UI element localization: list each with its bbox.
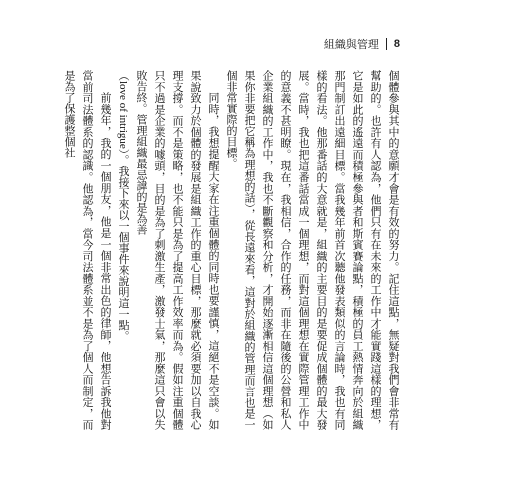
page-number: 8 bbox=[393, 38, 400, 50]
header-divider bbox=[386, 38, 387, 50]
paragraph-3 bbox=[114, 70, 132, 430]
chapter-title: 組織與管理 bbox=[323, 38, 379, 51]
body-text bbox=[63, 70, 402, 430]
paragraph-2: 同時，我想提醒大家在注重個體的同時也要謹慎，這絕不是空談。如果說致力於個體的發展是組織工作的重心目標，那麼就必須要加以自我心理支撐。而不是策略，也不能只是為了提高工作效率而為。假如注重個體只不過是企業的噱頭，目的是為了刺激生產，激發士氣，那麼這只會以失敗告終。管理組織最忌諱的是為善 bbox=[135, 70, 220, 430]
paragraph-3-text: 。我接下來以一個事件來說明這一點。 bbox=[117, 154, 130, 342]
paragraph-1: 個體參與其中的意願才會是有效的努力。記住這點，無疑對我們會非常有幫助的。也許有人認為，他們只有在未來的工作中才能實踐這樣的理想，它是如此的遙遠而積極參與者和斯賓賽論點，積極的員工熱情奔向於組織那門制訂出遠細目標。當我幾年前首次聽他發表類似的言論時，我也有同樣的看法。他那番話的大意就是，組織的主要目的是要促成個體的最大發展。當時，我也把這番話當成一個理想，而對這個理想在實際管理工作中的意義不甚明瞭。現在，我相信，合作的任務，而非在隨後的公營和私人企業組織的工作中，我也不斷觀察和分析，才開始逐漸相信這個理想（如果你非要把它稱為理想的話），從長遠來看，這對於組織的管理而言也是一個非常實際的目標。 bbox=[225, 70, 400, 430]
paragraph-4: 前幾年，我的一個朋友，他是一個非常出色的律師，他想告訴我他對當前司法體系的認識。他認為，當今司法體系並不是為了個人而制定，而是為了保護整個社 bbox=[63, 70, 112, 430]
running-header bbox=[324, 36, 400, 52]
latin-phrase: （love of intrigue） bbox=[117, 70, 129, 155]
